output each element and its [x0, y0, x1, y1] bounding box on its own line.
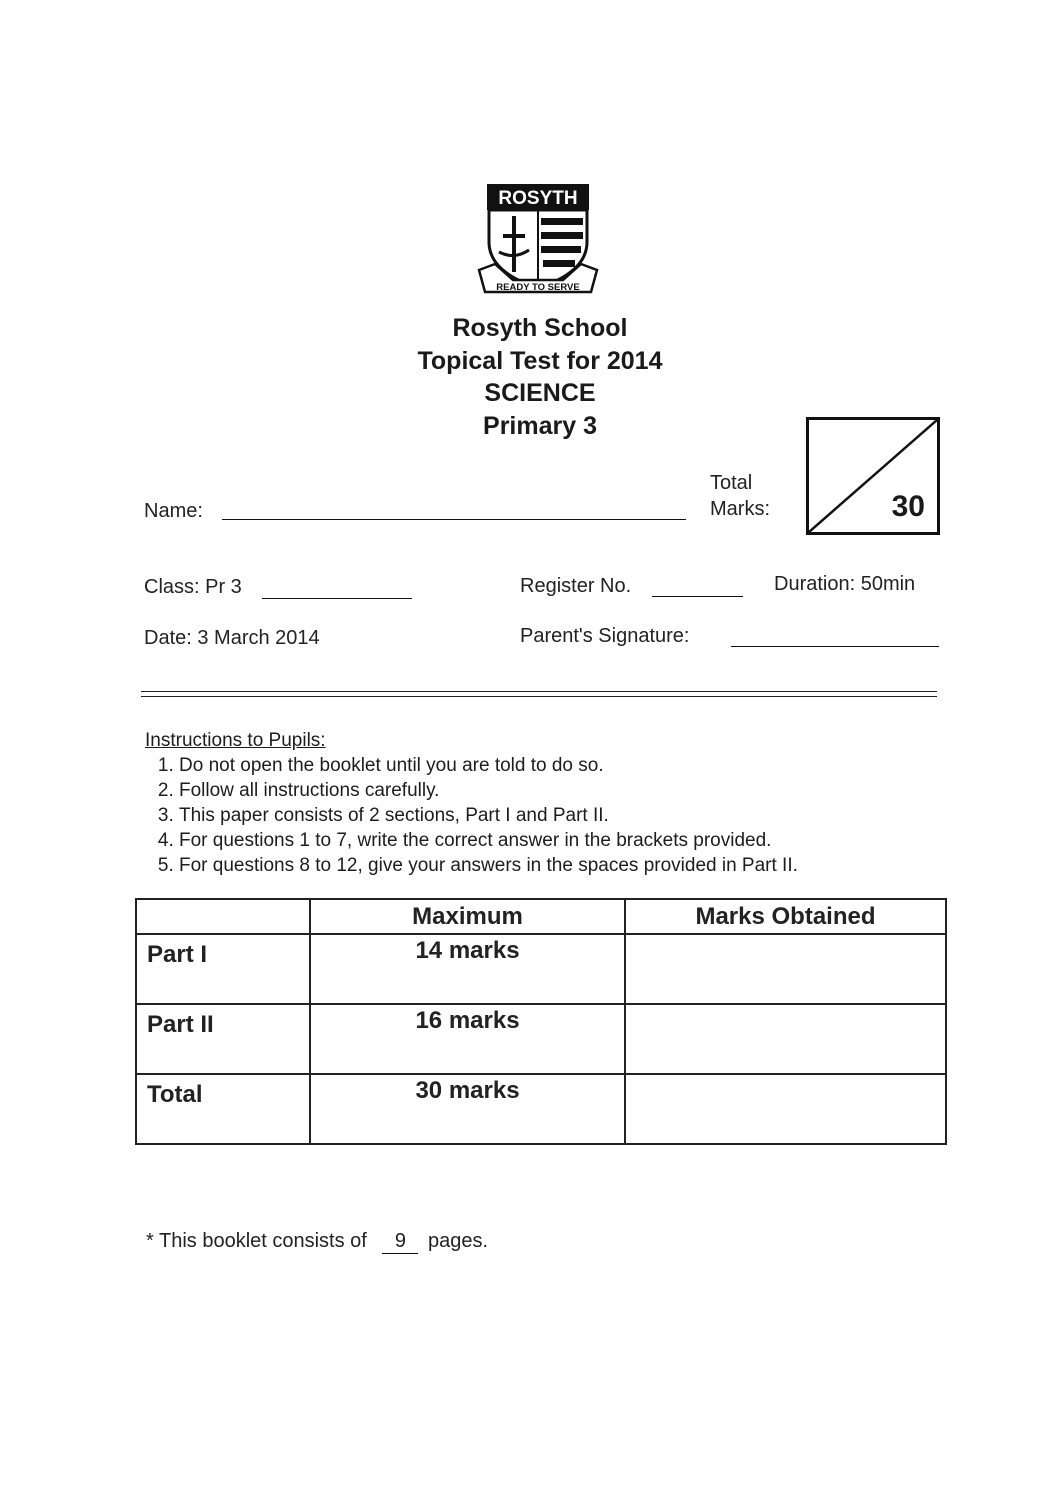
obtained-cell[interactable]	[625, 934, 946, 1004]
class-label: Class: Pr 3	[144, 576, 242, 598]
part-cell: Part II	[136, 1004, 310, 1074]
signature-label: Parent's Signature:	[520, 625, 690, 647]
instruction-item: 2. Follow all instructions carefully.	[179, 778, 798, 803]
crest-motto: READY TO SERVE	[496, 282, 580, 293]
divider	[141, 691, 937, 692]
instructions	[145, 728, 798, 878]
total-marks-value: 30	[891, 490, 925, 523]
total-marks-box[interactable]	[806, 417, 940, 535]
page-count-note	[146, 1230, 488, 1254]
part-cell: Part I	[136, 934, 310, 1004]
signature-field[interactable]	[731, 646, 939, 647]
part-cell: Total	[136, 1074, 310, 1144]
table-row	[136, 934, 946, 1004]
name-label: Name:	[144, 500, 203, 522]
document-header	[360, 312, 720, 442]
table-header-row	[136, 899, 946, 934]
maximum-cell: 14 marks	[310, 934, 625, 1004]
marks-table	[135, 898, 947, 1145]
total-marks-label	[710, 470, 770, 522]
total-marks-label-line2: Marks:	[710, 498, 770, 520]
instruction-item: 1. Do not open the booklet until you are told to do so.	[179, 753, 798, 778]
page-count: 9	[382, 1230, 418, 1254]
obtained-cell[interactable]	[625, 1074, 946, 1144]
total-marks-label-line1: Total	[710, 472, 753, 494]
duration-text: Duration: 50min	[774, 573, 916, 595]
obtained-cell[interactable]	[625, 1004, 946, 1074]
instruction-item: 3. This paper consists of 2 sections, Part I and Part II.	[179, 803, 798, 828]
table-row	[136, 1004, 946, 1074]
date-text: Date: 3 March 2014	[144, 627, 320, 649]
header-cell-blank	[136, 899, 310, 934]
footer-suffix: pages.	[427, 1230, 489, 1252]
instruction-item: 5. For questions 8 to 12, give your answers in the spaces provided in Part II.	[179, 853, 798, 878]
header-cell-marks-obtained: Marks Obtained	[625, 899, 946, 934]
register-label: Register No.	[520, 575, 632, 597]
instructions-title: Instructions to Pupils:	[145, 730, 326, 751]
maximum-cell: 30 marks	[310, 1074, 625, 1144]
footer-prefix: * This booklet consists of	[146, 1230, 367, 1252]
instruction-item: 4. For questions 1 to 7, write the correct answer in the brackets provided.	[179, 828, 798, 853]
instructions-list	[145, 753, 798, 878]
school-name: Rosyth School	[452, 314, 628, 342]
maximum-cell: 16 marks	[310, 1004, 625, 1074]
divider	[141, 696, 937, 697]
header-cell-maximum: Maximum	[310, 899, 625, 934]
school-crest-logo	[477, 180, 599, 304]
subject-title: SCIENCE	[484, 379, 596, 407]
test-title: Topical Test for 2014	[417, 346, 663, 375]
table-row	[136, 1074, 946, 1144]
register-field[interactable]	[652, 596, 743, 597]
crest-top-text: ROSYTH	[498, 188, 578, 209]
level-title: Primary 3	[483, 411, 597, 440]
name-field[interactable]	[222, 519, 686, 520]
class-field[interactable]	[262, 598, 412, 599]
